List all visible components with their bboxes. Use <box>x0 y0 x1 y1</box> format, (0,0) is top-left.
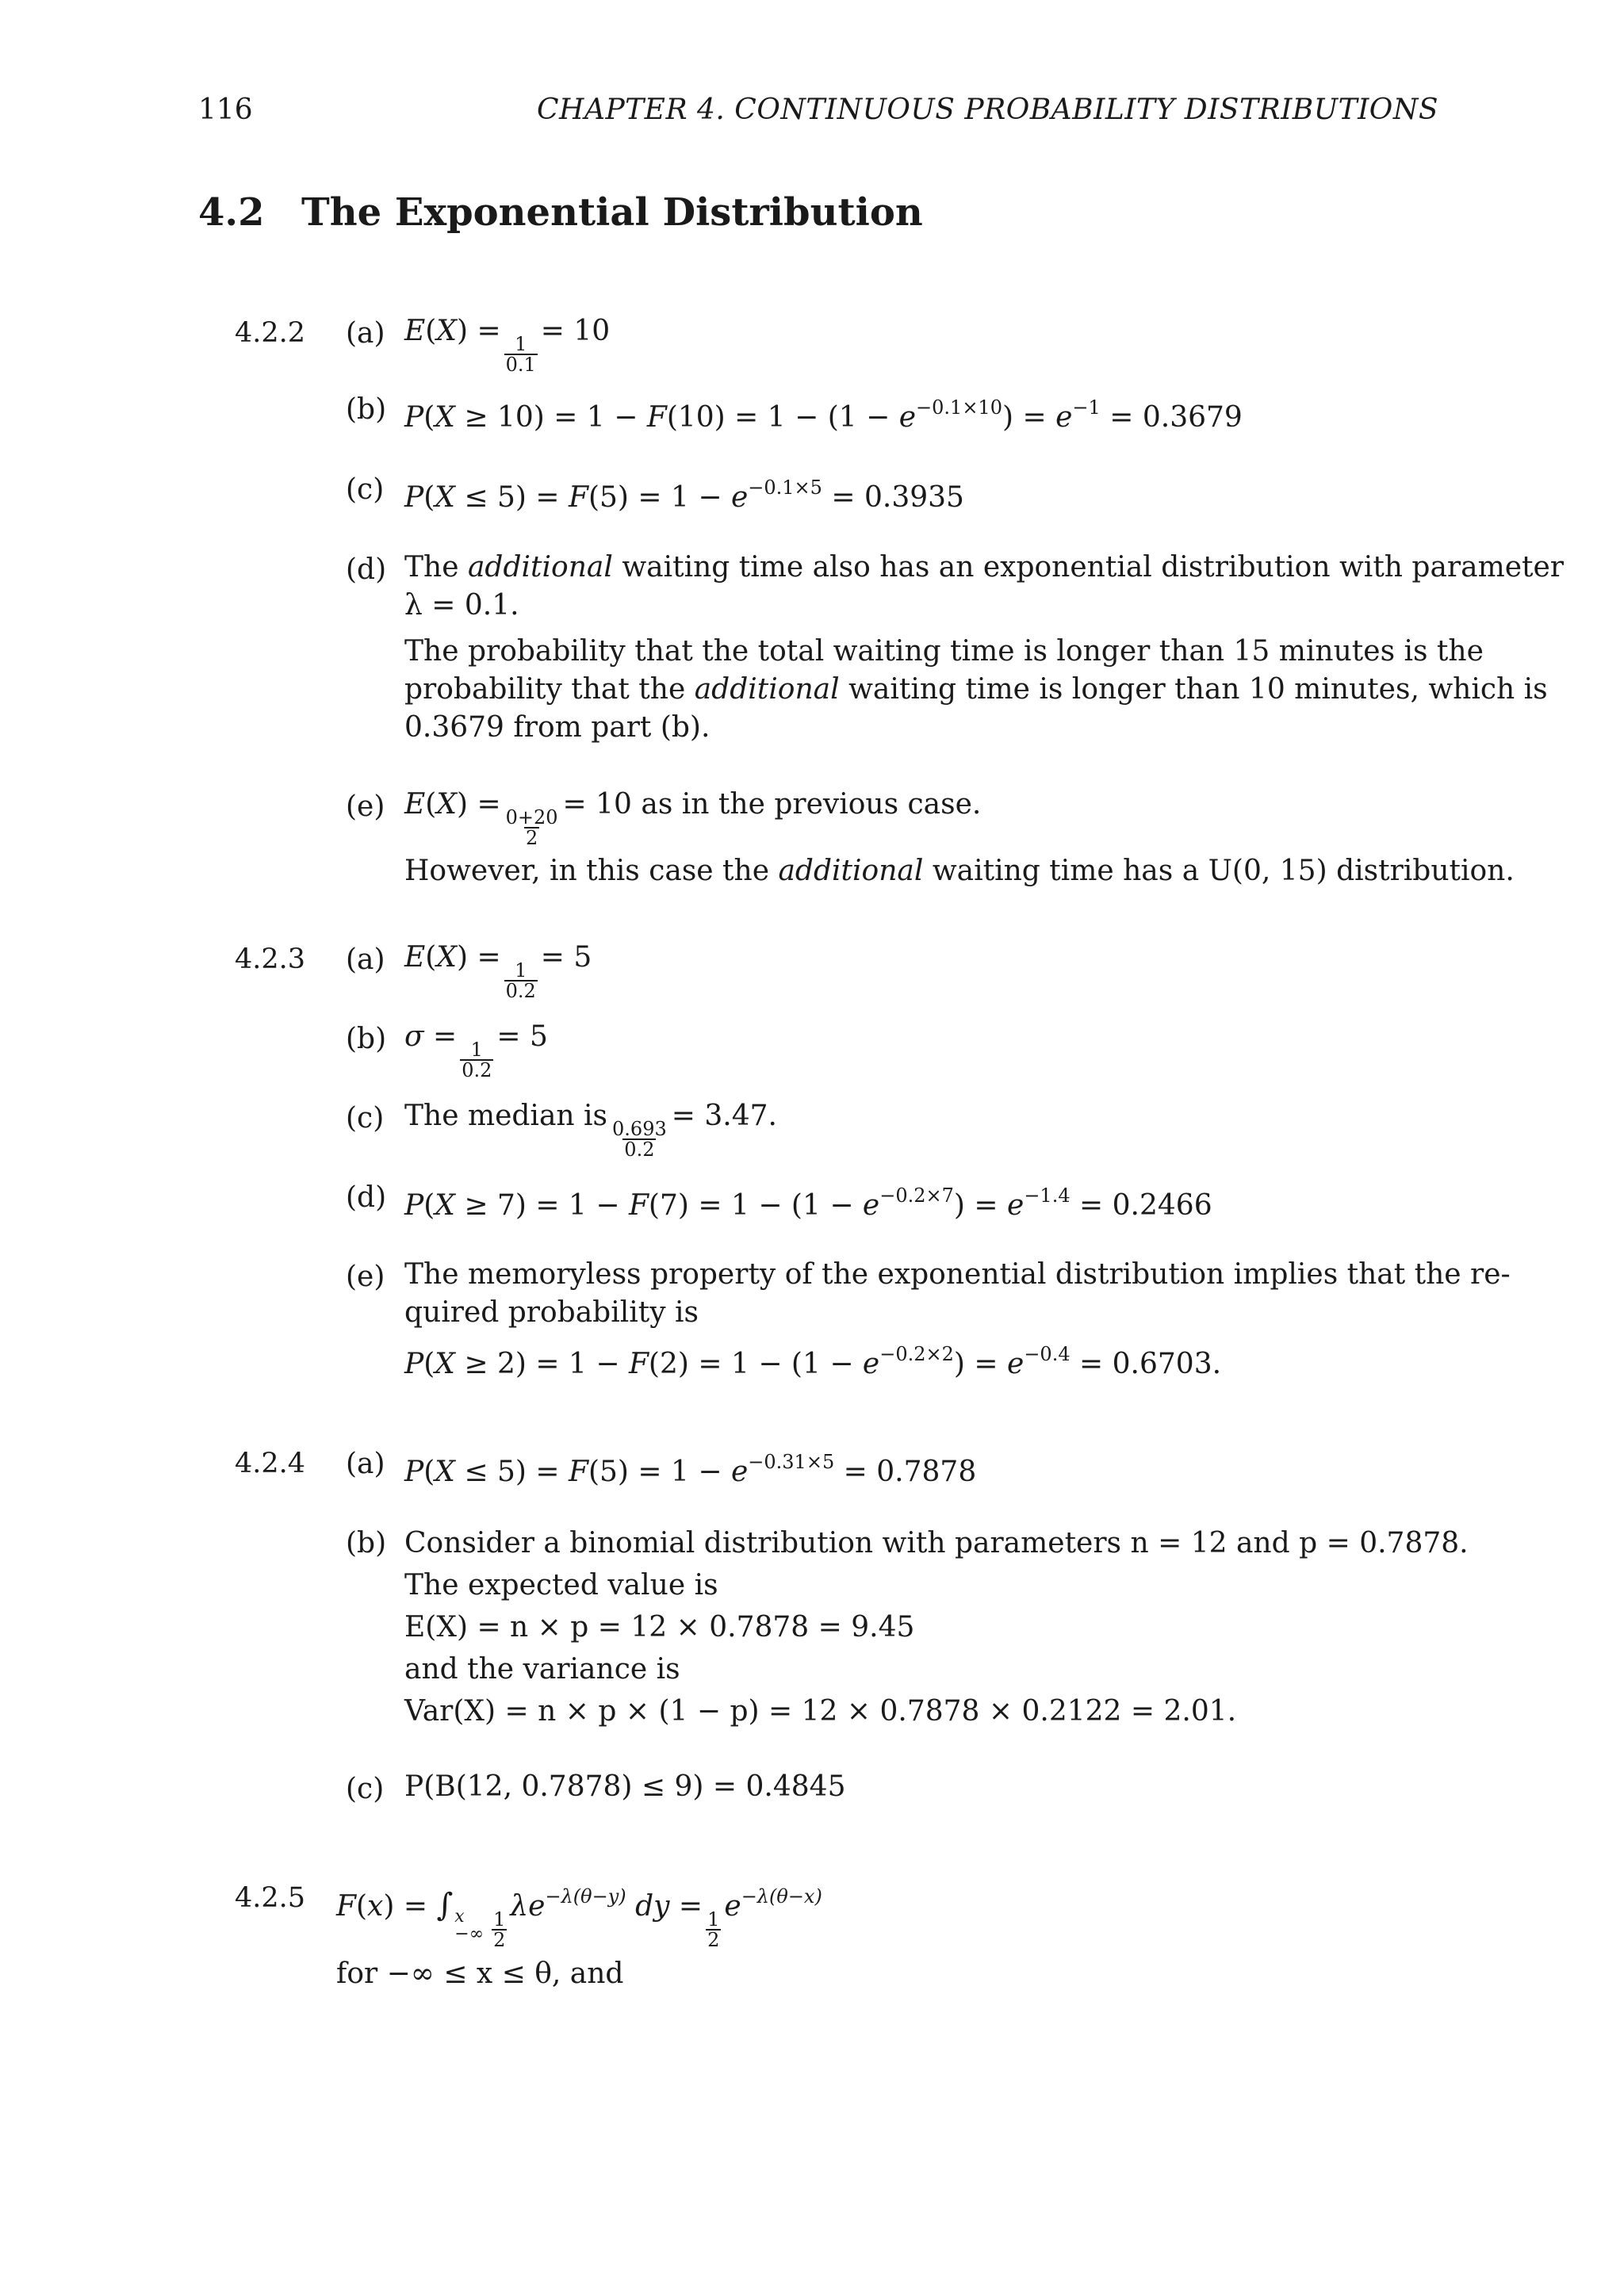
part-label: (d) <box>346 1181 387 1214</box>
equation: $P(X \ge 10) = 1 - F(10) = 1 - (1 - e^{-0.1\times 10}) = e^{-1} = 0.3679$ <box>404 396 1243 434</box>
part-label: (c) <box>346 473 385 506</box>
fraction: $\frac{1}{0.1}$ <box>505 333 536 377</box>
fraction: $\frac{1}{0.2}$ <box>462 1039 492 1082</box>
problem-number: 4.2.2 <box>235 317 306 349</box>
part-label: (c) <box>346 1102 385 1135</box>
fraction: $\frac{0.693}{0.2}$ <box>612 1118 667 1161</box>
fraction: $\frac{0+20}{2}$ <box>505 806 558 850</box>
fraction: $\frac{1}{2}$ <box>493 1908 506 1952</box>
part-label: (e) <box>346 790 385 823</box>
equation: E(X) = $\frac{1}{0.2}$ = 5 <box>404 941 592 1003</box>
paragraph: Consider a binomial distribution with parameters n = 12 and p = 0.7878. The expected value is E(X) = n × p = 12 × 0.7878 = 9.45 and the variance is Var(X) = n × p × (1 − p) = 12 × 0.7878 × 0.2122 = 2.01. <box>404 1527 1469 1728</box>
problem-number: 4.2.3 <box>235 943 306 975</box>
part-label: (b) <box>346 393 387 426</box>
paragraph: The additional waiting time also has an exponential distribution with parameter λ = 0.1. The probability that the total waiting time is longer than 15 minutes is the probability that the additional waiting time is longer than 10 minutes, which is 0.3679 from part (b). <box>404 551 1565 744</box>
paragraph: The memoryless property of the exponential distribution implies that the re- quired probability is $P(X \ge 2) = 1 - F(2) = 1 - (1 - e^{-0.2\times 2}) = e^{-0.4} = 0.6703$. <box>404 1258 1511 1380</box>
part-label: (a) <box>346 1448 385 1480</box>
part-label: (c) <box>346 1773 385 1805</box>
problem-number: 4.2.4 <box>235 1448 306 1479</box>
equation: $P(X \le 5) = F(5) = 1 - e^{-0.1\times 5} = 0.3935$ <box>404 476 964 514</box>
fraction: $\frac{1}{0.2}$ <box>505 959 536 1003</box>
equation: $P(X \le 5) = F(5) = 1 - e^{-0.31\times 5} = 0.7878$ <box>404 1451 977 1488</box>
paragraph: E(X) = $\frac{0+20}{2}$ = 10 as in the previous case. However, in this case the additional waiting time has a U(0, 15) distribution. <box>404 788 1515 888</box>
equation: $P(X \ge 7) = 1 - F(7) = 1 - (1 - e^{-0.2\times 7}) = e^{-1.4} = 0.2466$ <box>404 1184 1212 1222</box>
part-label: (d) <box>346 553 387 586</box>
text-line: for −∞ ≤ x ≤ θ, and <box>336 1957 624 1990</box>
part-label: (a) <box>346 317 385 350</box>
problem-number: 4.2.5 <box>235 1882 306 1914</box>
chapter-header: CHAPTER 4. CONTINUOUS PROBABILITY DISTRIBUTIONS <box>537 94 1438 126</box>
section-title: The Exponential Distribution <box>301 190 923 235</box>
equation: E(X) = $\frac{1}{0.1}$ = 10 <box>404 315 611 377</box>
equation: σ = $\frac{1}{0.2}$ = 5 <box>404 1020 548 1082</box>
part-label: (b) <box>346 1023 387 1055</box>
section-number: 4.2 <box>198 190 265 235</box>
equation: F(x) = ∫ x −∞ $\frac{1}{2}$ $\lambda e^{-\lambda(\theta-y)}$ dy = $\frac{1}{2}$ $e^{-\lambda(\theta-x)}$ <box>336 1885 822 1952</box>
equation: P(B(12, 0.7878) ≤ 9) = 0.4845 <box>404 1770 846 1803</box>
part-label: (b) <box>346 1527 387 1559</box>
equation: The median is $\frac{0.693}{0.2}$ = 3.47. <box>404 1100 777 1161</box>
part-label: (e) <box>346 1261 385 1293</box>
part-label: (a) <box>346 943 385 976</box>
page-number: 116 <box>198 94 253 126</box>
fraction: $\frac{1}{2}$ <box>707 1908 720 1952</box>
